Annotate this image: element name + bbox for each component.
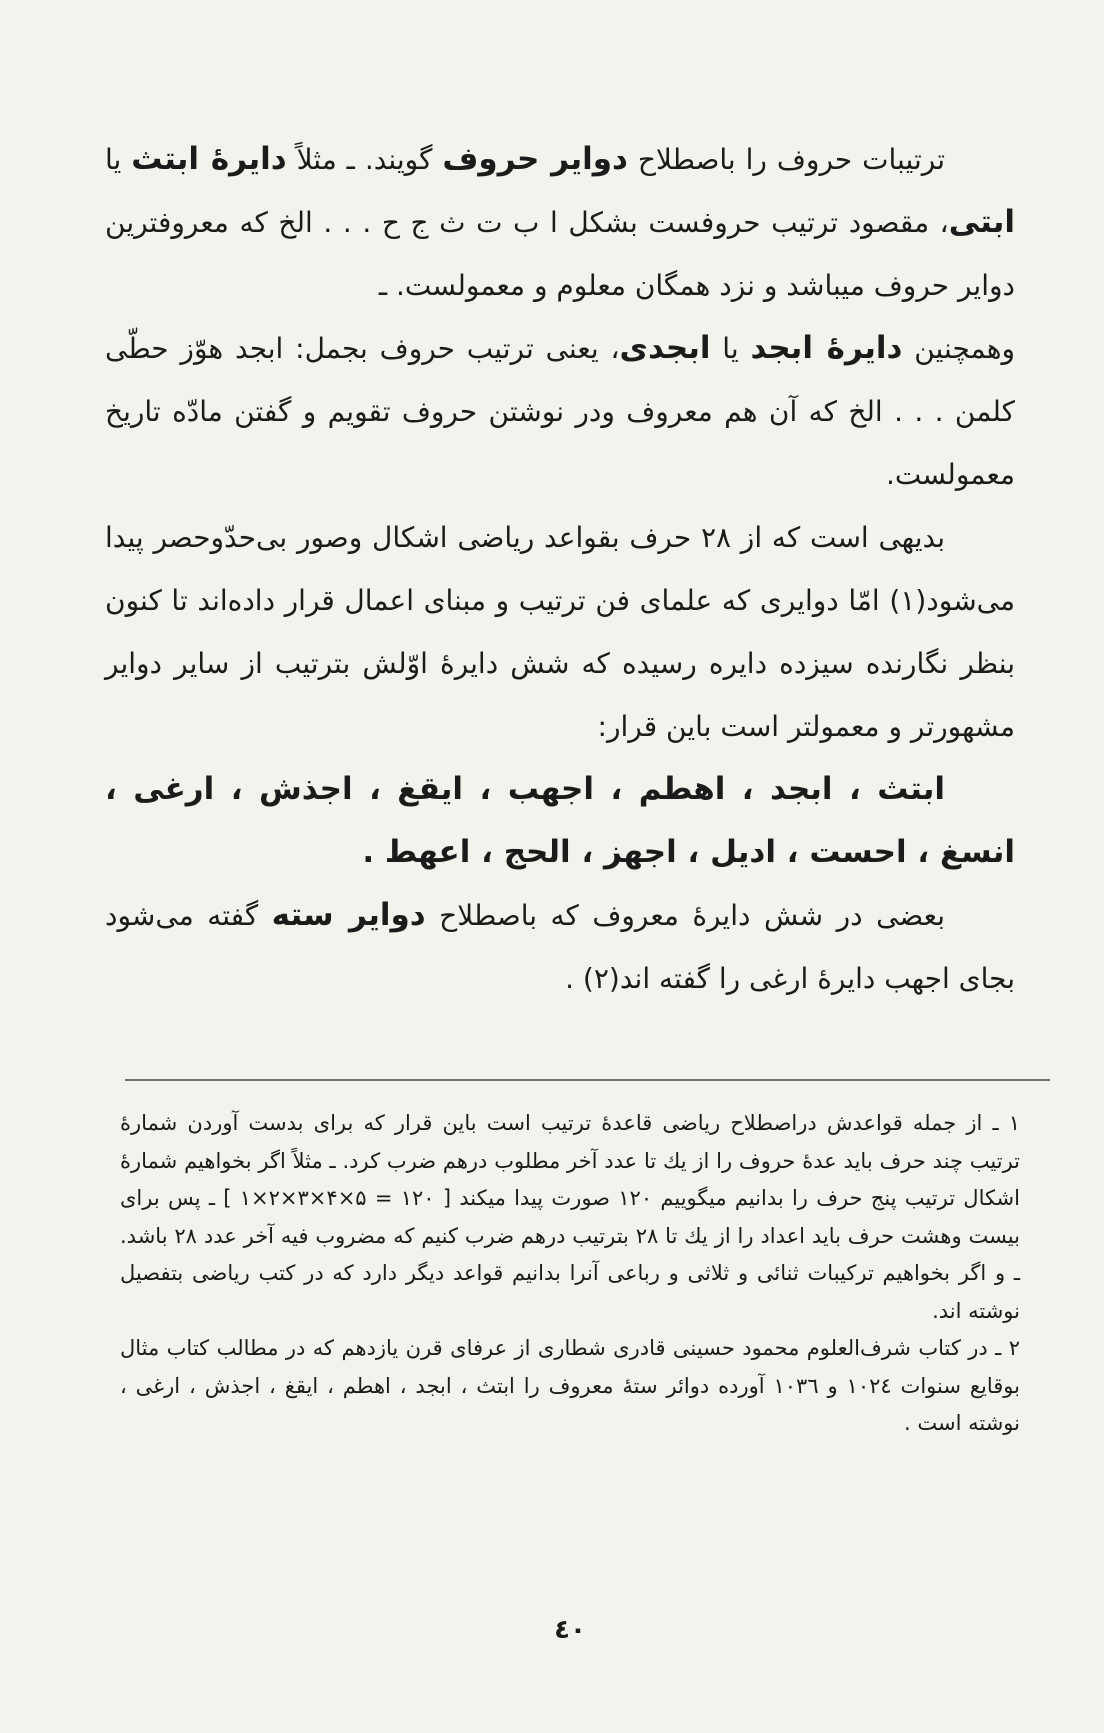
bold-term: دایرهٔ ابتث [131,141,287,177]
bold-term: دایرهٔ ابجد [750,330,903,366]
footnote-separator [125,1079,1050,1081]
footnote-2: ۲ ـ در کتاب شرف‌العلوم محمود حسینی قادری شطاری از عرفای قرن یازدهم که در مطالب کتاب مثال بوقایع سنوات ۱۰۲٤ و ۱۰۳٦ آورده دوائر ستهٔ معروف را ابتث ، ابجد ، اهطم ، ایقغ ، اجذش ، ارغی ، نوشته است . [120,1336,1020,1435]
footnote-1: ۱ ـ از جمله قواعدش دراصطلاح ریاضی قاعدهٔ ترتیب است باین قرار که برای بدست آوردن شمارهٔ ترتیب چند حرف باید عدهٔ حروف را از یك تا عدد آخر مطلوب درهم ضرب کرد. ـ مثلاً اگر بخواهیم شمارهٔ اشکال ترتیب پنج حرف را بدانیم میگوییم ۱۲۰ صورت پیدا میکند [ ۱۲۰ = ۵×۴×۳×۲×۱ ] ـ پس برای بیست وهشت حرف باید اعداد را از یك تا ۲۸ بترتیب درهم ضرب کنیم که مضروب فیه آخر عدد ۲۸ باشد. ـ و اگر بخواهیم ترکیبات ثنائی و ثلاثی و رباعی آنرا بدانیم قواعد دیگر دارد که در کتب ریاضی بتفصیل نوشته اند. [120,1111,1020,1323]
paragraph-5: بعضی در شش دایرهٔ معروف که باصطلاح دوایر سته گفته می‌شود بجای اجهب دایرهٔ ارغی را گفته اند(۲) . [105,897,1015,995]
paragraph-3: بدیهی است که از ۲۸ حرف بقواعد ریاضی اشکال وصور بی‌حدّوحصر پیدا می‌شود(۱) امّا دوایری که علمای فن ترتیب و مبنای اعمال قرار داده‌اند تا کنون بنظر نگارنده سیزده دایره رسیده که شش دایرهٔ اوّلش بترتیب از سایر دوایر مشهورتر و معمولتر است باین قرار: [105,521,1015,743]
paragraph-4 [105,758,1015,884]
bold-term: ابجدی [619,330,711,366]
footnote-ref-2: (۲) [582,962,620,995]
footnotes [120,1105,1020,1443]
paragraph-2: وهمچنین دایرهٔ ابجد یا ابجدی، یعنی ترتیب حروف بجمل: ابجد هوّز حطّی کلمن . . . الخ که آن هم معروف ودر نوشتن حروف تقویم و گفتن مادّه تاریخ معمولست. [105,330,1015,491]
main-text [105,128,1015,1010]
bold-term: دوایر حروف [442,141,628,177]
paragraph-1: ترتیبات حروف را باصطلاح دوایر حروف گویند. ـ مثلاً دایرهٔ ابتث یا ابتی، مقصود ترتیب حروفست بشکل ا ب ت ث ج ح . . . الخ که معروفترین دوایر حروف میباشد و نزد همگان معلوم و معمولست. ـ [105,141,1015,302]
footnote-ref-1: (۱) [889,584,927,617]
circles-list: ابتث ، ابجد ، اهطم ، اجهب ، ایقغ ، اجذش ، ارغی ، انسغ ، احست ، ادیل ، اجهز ، الحج ، اعهط . [105,771,1015,870]
bold-term: ابتی [948,204,1015,240]
page-number: ٤۰ [554,1615,586,1645]
bold-term: دوایر سته [271,897,426,933]
